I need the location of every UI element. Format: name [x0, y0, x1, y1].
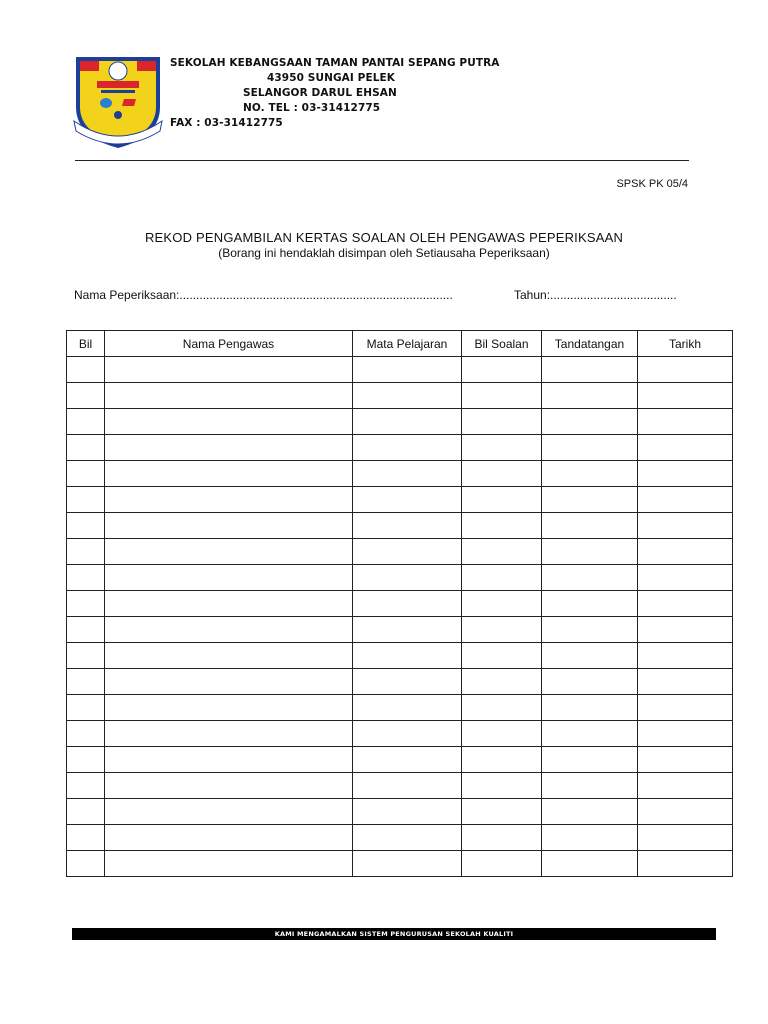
table-cell[interactable] [462, 721, 542, 747]
table-cell[interactable] [105, 565, 353, 591]
table-cell[interactable] [542, 487, 638, 513]
table-cell[interactable] [462, 357, 542, 383]
table-cell[interactable] [462, 487, 542, 513]
table-row [67, 513, 733, 539]
table-cell[interactable] [542, 383, 638, 409]
table-cell[interactable] [105, 539, 353, 565]
table-cell[interactable] [638, 799, 733, 825]
table-row [67, 721, 733, 747]
table-cell[interactable] [353, 695, 462, 721]
table-cell[interactable] [542, 643, 638, 669]
table-cell[interactable] [462, 643, 542, 669]
table-cell[interactable] [67, 825, 105, 851]
table-cell[interactable] [353, 435, 462, 461]
table-row [67, 643, 733, 669]
table-cell[interactable] [105, 409, 353, 435]
table-row [67, 669, 733, 695]
table-cell[interactable] [67, 695, 105, 721]
table-cell[interactable] [353, 409, 462, 435]
table-cell[interactable] [105, 513, 353, 539]
school-fax: FAX : 03-31412775 [170, 117, 283, 129]
year-field[interactable]: Tahun:...................................... [514, 288, 677, 302]
table-cell[interactable] [353, 669, 462, 695]
form-title: REKOD PENGAMBILAN KERTAS SOALAN OLEH PENGAWAS PEPERIKSAAN [144, 230, 624, 245]
table-cell[interactable] [105, 669, 353, 695]
table-cell[interactable] [105, 721, 353, 747]
table-row [67, 617, 733, 643]
table-cell[interactable] [353, 539, 462, 565]
table-cell[interactable] [462, 747, 542, 773]
table-cell[interactable] [462, 695, 542, 721]
table-cell[interactable] [638, 383, 733, 409]
table-cell[interactable] [353, 461, 462, 487]
table-cell[interactable] [462, 851, 542, 877]
table-cell[interactable] [542, 617, 638, 643]
form-subtitle: (Borang ini hendaklah disimpan oleh Setiausaha Peperiksaan) [218, 246, 550, 260]
table-cell[interactable] [542, 409, 638, 435]
table-cell[interactable] [105, 773, 353, 799]
table-cell[interactable] [542, 357, 638, 383]
table-cell[interactable] [105, 435, 353, 461]
table-cell[interactable] [105, 747, 353, 773]
table-cell[interactable] [67, 513, 105, 539]
table-cell[interactable] [105, 695, 353, 721]
table-row [67, 747, 733, 773]
table-cell[interactable] [353, 773, 462, 799]
table-header-row [67, 331, 733, 357]
table-cell[interactable] [542, 721, 638, 747]
table-cell[interactable] [542, 695, 638, 721]
school-name: SEKOLAH KEBANGSAAN TAMAN PANTAI SEPANG PUTRA [170, 57, 500, 69]
table-row [67, 591, 733, 617]
table-cell[interactable] [105, 487, 353, 513]
table-cell[interactable] [353, 617, 462, 643]
table-cell[interactable] [67, 409, 105, 435]
table-cell[interactable] [105, 799, 353, 825]
table-cell[interactable] [638, 487, 733, 513]
table-cell[interactable] [67, 851, 105, 877]
table-cell[interactable] [462, 539, 542, 565]
table-cell[interactable] [105, 461, 353, 487]
table-cell[interactable] [67, 721, 105, 747]
table-row [67, 773, 733, 799]
table-cell[interactable] [638, 409, 733, 435]
table-cell[interactable] [462, 825, 542, 851]
table-cell[interactable] [638, 695, 733, 721]
table-cell[interactable] [638, 591, 733, 617]
table-cell[interactable] [542, 799, 638, 825]
table-cell[interactable] [638, 435, 733, 461]
table-cell[interactable] [638, 851, 733, 877]
table-cell[interactable] [638, 539, 733, 565]
table-cell[interactable] [462, 461, 542, 487]
column-header-tarikh: Tarikh [638, 331, 733, 357]
table-row [67, 461, 733, 487]
table-cell[interactable] [542, 773, 638, 799]
table-cell[interactable] [67, 435, 105, 461]
table-row [67, 357, 733, 383]
table-cell[interactable] [542, 435, 638, 461]
table-cell[interactable] [67, 565, 105, 591]
table-cell[interactable] [638, 747, 733, 773]
table-row [67, 435, 733, 461]
table-row [67, 487, 733, 513]
column-header-nama-pengawas: Nama Pengawas [105, 331, 353, 357]
table-cell[interactable] [353, 799, 462, 825]
table-row [67, 799, 733, 825]
footer-banner: KAMI MENGAMALKAN SISTEM PENGURUSAN SEKOLAH KUALITI [72, 928, 716, 940]
table-cell[interactable] [353, 487, 462, 513]
table-cell[interactable] [67, 747, 105, 773]
table-cell[interactable] [67, 383, 105, 409]
table-cell[interactable] [67, 461, 105, 487]
table-cell[interactable] [462, 669, 542, 695]
table-cell[interactable] [542, 851, 638, 877]
table-row [67, 409, 733, 435]
table-cell[interactable] [353, 643, 462, 669]
table-cell[interactable] [638, 513, 733, 539]
form-reference: SPSK PK 05/4 [616, 178, 688, 190]
table-cell[interactable] [638, 357, 733, 383]
table-cell[interactable] [353, 851, 462, 877]
table-cell[interactable] [353, 825, 462, 851]
table-cell[interactable] [638, 721, 733, 747]
table-cell[interactable] [462, 435, 542, 461]
table-cell[interactable] [462, 513, 542, 539]
table-cell[interactable] [105, 383, 353, 409]
table-cell[interactable] [105, 643, 353, 669]
table-row [67, 695, 733, 721]
table-cell[interactable] [638, 461, 733, 487]
table-cell[interactable] [353, 565, 462, 591]
table-cell[interactable] [67, 357, 105, 383]
table-row [67, 851, 733, 877]
table-cell[interactable] [105, 617, 353, 643]
table-cell[interactable] [638, 565, 733, 591]
table-cell[interactable] [353, 721, 462, 747]
table-row [67, 383, 733, 409]
school-phone: NO. TEL : 03-31412775 [243, 102, 381, 114]
table-cell[interactable] [462, 773, 542, 799]
table-cell[interactable] [67, 591, 105, 617]
table-cell[interactable] [462, 565, 542, 591]
table-cell[interactable] [542, 591, 638, 617]
table-cell[interactable] [353, 383, 462, 409]
header-divider [75, 160, 689, 161]
school-state: SELANGOR DARUL EHSAN [243, 87, 397, 99]
table-cell[interactable] [638, 643, 733, 669]
table-cell[interactable] [67, 487, 105, 513]
table-row [67, 825, 733, 851]
table-cell[interactable] [542, 747, 638, 773]
table-cell[interactable] [638, 773, 733, 799]
column-header-bil: Bil [67, 331, 105, 357]
table-cell[interactable] [353, 591, 462, 617]
table-cell[interactable] [105, 357, 353, 383]
table-cell[interactable] [105, 591, 353, 617]
table-cell[interactable] [542, 513, 638, 539]
column-header-bil-soalan: Bil Soalan [462, 331, 542, 357]
table-cell[interactable] [638, 617, 733, 643]
table-cell[interactable] [638, 825, 733, 851]
table-row [67, 539, 733, 565]
table-cell[interactable] [67, 617, 105, 643]
exam-name-field[interactable]: Nama Peperiksaan:.................................................................................. [74, 288, 453, 302]
table-cell[interactable] [462, 409, 542, 435]
column-header-mata-pelajaran: Mata Pelajaran [353, 331, 462, 357]
table-cell[interactable] [462, 617, 542, 643]
school-address: 43950 SUNGAI PELEK [267, 72, 396, 84]
table-body [67, 357, 733, 877]
table-cell[interactable] [67, 669, 105, 695]
table-cell[interactable] [542, 461, 638, 487]
table-cell[interactable] [105, 825, 353, 851]
table-cell[interactable] [638, 669, 733, 695]
table-cell[interactable] [542, 669, 638, 695]
table-cell[interactable] [67, 539, 105, 565]
table-cell[interactable] [67, 799, 105, 825]
table-cell[interactable] [542, 825, 638, 851]
table-cell[interactable] [67, 773, 105, 799]
table-row [67, 565, 733, 591]
school-logo [70, 53, 166, 151]
table-cell[interactable] [67, 643, 105, 669]
table-cell[interactable] [462, 383, 542, 409]
table-cell[interactable] [105, 851, 353, 877]
table-cell[interactable] [542, 565, 638, 591]
record-table [66, 330, 733, 877]
table-cell[interactable] [462, 591, 542, 617]
table-cell[interactable] [462, 799, 542, 825]
column-header-tandatangan: Tandatangan [542, 331, 638, 357]
table-cell[interactable] [353, 747, 462, 773]
table-cell[interactable] [353, 513, 462, 539]
table-cell[interactable] [542, 539, 638, 565]
table-cell[interactable] [353, 357, 462, 383]
